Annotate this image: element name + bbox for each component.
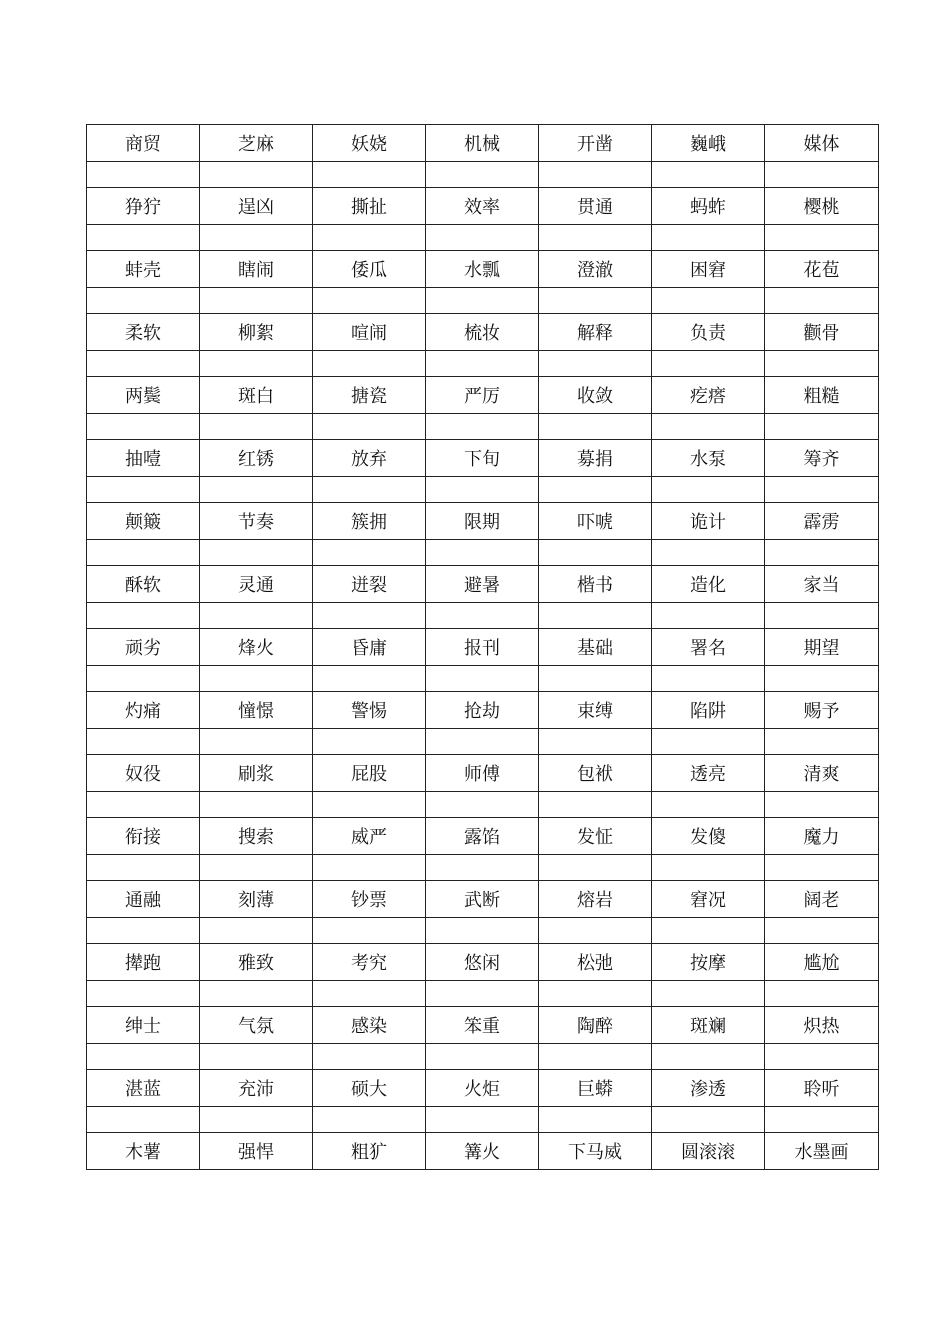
writing-cell[interactable] (426, 477, 539, 503)
writing-cell[interactable] (426, 918, 539, 944)
writing-cell[interactable] (87, 1044, 200, 1070)
writing-cell[interactable] (539, 414, 652, 440)
word-cell: 松弛 (539, 944, 652, 981)
word-cell: 下旬 (426, 440, 539, 477)
writing-cell[interactable] (765, 540, 879, 566)
writing-cell[interactable] (765, 792, 879, 818)
word-row (87, 566, 879, 603)
writing-cell[interactable] (87, 981, 200, 1007)
writing-cell[interactable] (539, 351, 652, 377)
writing-row (87, 855, 879, 881)
word-row (87, 1133, 879, 1170)
writing-cell[interactable] (426, 540, 539, 566)
word-cell: 衔接 (87, 818, 200, 855)
word-cell: 钞票 (313, 881, 426, 918)
word-cell: 妖娆 (313, 125, 426, 162)
writing-cell[interactable] (426, 288, 539, 314)
writing-cell[interactable] (652, 351, 765, 377)
writing-cell[interactable] (200, 1044, 313, 1070)
word-cell: 奴役 (87, 755, 200, 792)
word-cell: 水墨画 (765, 1133, 879, 1170)
word-cell: 节奏 (200, 503, 313, 540)
word-cell: 威严 (313, 818, 426, 855)
writing-cell[interactable] (539, 288, 652, 314)
writing-cell[interactable] (200, 603, 313, 629)
writing-cell[interactable] (200, 162, 313, 188)
writing-cell[interactable] (539, 1107, 652, 1133)
word-cell: 喧闹 (313, 314, 426, 351)
word-cell: 考究 (313, 944, 426, 981)
word-cell: 颠簸 (87, 503, 200, 540)
writing-cell[interactable] (539, 981, 652, 1007)
writing-cell[interactable] (313, 1107, 426, 1133)
word-cell: 绅士 (87, 1007, 200, 1044)
word-cell: 感染 (313, 1007, 426, 1044)
writing-cell[interactable] (765, 918, 879, 944)
word-cell: 水瓢 (426, 251, 539, 288)
writing-cell[interactable] (426, 414, 539, 440)
writing-cell[interactable] (765, 351, 879, 377)
writing-cell[interactable] (313, 540, 426, 566)
word-cell: 按摩 (652, 944, 765, 981)
writing-cell[interactable] (313, 288, 426, 314)
word-cell: 屁股 (313, 755, 426, 792)
writing-cell[interactable] (313, 981, 426, 1007)
word-cell: 期望 (765, 629, 879, 666)
writing-cell[interactable] (539, 918, 652, 944)
word-cell: 刻薄 (200, 881, 313, 918)
word-cell: 悠闲 (426, 944, 539, 981)
writing-cell[interactable] (539, 603, 652, 629)
writing-cell[interactable] (652, 981, 765, 1007)
writing-cell[interactable] (426, 855, 539, 881)
writing-cell[interactable] (87, 603, 200, 629)
word-cell: 贯通 (539, 188, 652, 225)
writing-row (87, 414, 879, 440)
word-cell: 梳妆 (426, 314, 539, 351)
word-cell: 造化 (652, 566, 765, 603)
word-cell: 芝麻 (200, 125, 313, 162)
writing-cell[interactable] (87, 1107, 200, 1133)
vocabulary-table (86, 124, 879, 1170)
word-cell: 露馅 (426, 818, 539, 855)
word-cell: 发傻 (652, 818, 765, 855)
word-cell: 聆听 (765, 1070, 879, 1107)
writing-cell[interactable] (426, 1107, 539, 1133)
writing-cell[interactable] (765, 981, 879, 1007)
writing-cell[interactable] (652, 288, 765, 314)
word-cell: 瞎闹 (200, 251, 313, 288)
word-cell: 募捐 (539, 440, 652, 477)
word-cell: 楷书 (539, 566, 652, 603)
word-cell: 避暑 (426, 566, 539, 603)
word-cell: 炽热 (765, 1007, 879, 1044)
writing-cell[interactable] (87, 477, 200, 503)
writing-cell[interactable] (652, 666, 765, 692)
writing-cell[interactable] (539, 225, 652, 251)
writing-cell[interactable] (313, 225, 426, 251)
writing-cell[interactable] (87, 855, 200, 881)
word-row (87, 125, 879, 162)
writing-cell[interactable] (765, 288, 879, 314)
word-row (87, 188, 879, 225)
word-row (87, 692, 879, 729)
word-row (87, 944, 879, 981)
writing-row (87, 540, 879, 566)
writing-cell[interactable] (87, 414, 200, 440)
writing-row (87, 162, 879, 188)
word-cell: 撵跑 (87, 944, 200, 981)
word-row (87, 755, 879, 792)
word-cell: 尴尬 (765, 944, 879, 981)
writing-cell[interactable] (200, 729, 313, 755)
writing-cell[interactable] (313, 918, 426, 944)
word-cell: 木薯 (87, 1133, 200, 1170)
word-cell: 署名 (652, 629, 765, 666)
word-cell: 警惕 (313, 692, 426, 729)
word-cell: 迸裂 (313, 566, 426, 603)
writing-cell[interactable] (87, 351, 200, 377)
word-cell: 圆滚滚 (652, 1133, 765, 1170)
writing-row (87, 1044, 879, 1070)
writing-row (87, 1107, 879, 1133)
writing-cell[interactable] (426, 225, 539, 251)
writing-cell[interactable] (313, 1044, 426, 1070)
writing-row (87, 477, 879, 503)
writing-cell[interactable] (426, 729, 539, 755)
writing-cell[interactable] (652, 1044, 765, 1070)
writing-cell[interactable] (539, 1044, 652, 1070)
writing-cell[interactable] (426, 162, 539, 188)
writing-cell[interactable] (313, 666, 426, 692)
word-cell: 烽火 (200, 629, 313, 666)
writing-cell[interactable] (652, 162, 765, 188)
word-cell: 搜索 (200, 818, 313, 855)
word-cell: 斑白 (200, 377, 313, 414)
word-cell: 严厉 (426, 377, 539, 414)
writing-cell[interactable] (87, 918, 200, 944)
writing-cell[interactable] (539, 666, 652, 692)
word-cell: 放弃 (313, 440, 426, 477)
word-cell: 两鬓 (87, 377, 200, 414)
word-cell: 武断 (426, 881, 539, 918)
writing-row (87, 666, 879, 692)
writing-cell[interactable] (200, 981, 313, 1007)
writing-cell[interactable] (652, 729, 765, 755)
writing-cell[interactable] (87, 792, 200, 818)
writing-row (87, 288, 879, 314)
word-cell: 巨蟒 (539, 1070, 652, 1107)
word-cell: 抢劫 (426, 692, 539, 729)
word-cell: 困窘 (652, 251, 765, 288)
writing-cell[interactable] (200, 288, 313, 314)
writing-row (87, 792, 879, 818)
word-row (87, 1070, 879, 1107)
word-cell: 柳絮 (200, 314, 313, 351)
word-cell: 诡计 (652, 503, 765, 540)
writing-cell[interactable] (87, 729, 200, 755)
writing-cell[interactable] (426, 666, 539, 692)
word-cell: 通融 (87, 881, 200, 918)
writing-cell[interactable] (652, 414, 765, 440)
word-cell: 魔力 (765, 818, 879, 855)
writing-row (87, 729, 879, 755)
word-cell: 柔软 (87, 314, 200, 351)
vocabulary-sheet (86, 124, 878, 1170)
word-cell: 粗犷 (313, 1133, 426, 1170)
word-cell: 顽劣 (87, 629, 200, 666)
word-cell: 湛蓝 (87, 1070, 200, 1107)
writing-cell[interactable] (652, 855, 765, 881)
word-cell: 蚂蚱 (652, 188, 765, 225)
word-cell: 抽噎 (87, 440, 200, 477)
writing-cell[interactable] (87, 540, 200, 566)
writing-cell[interactable] (652, 792, 765, 818)
word-cell: 昏庸 (313, 629, 426, 666)
word-row (87, 440, 879, 477)
writing-cell[interactable] (87, 162, 200, 188)
word-cell: 报刊 (426, 629, 539, 666)
word-cell: 机械 (426, 125, 539, 162)
writing-cell[interactable] (200, 1107, 313, 1133)
word-cell: 火炬 (426, 1070, 539, 1107)
word-cell: 透亮 (652, 755, 765, 792)
writing-cell[interactable] (539, 477, 652, 503)
word-cell: 狰狞 (87, 188, 200, 225)
writing-cell[interactable] (313, 162, 426, 188)
word-cell: 逞凶 (200, 188, 313, 225)
writing-row (87, 603, 879, 629)
writing-cell[interactable] (652, 540, 765, 566)
word-cell: 赐予 (765, 692, 879, 729)
writing-cell[interactable] (652, 918, 765, 944)
word-cell: 澄澈 (539, 251, 652, 288)
writing-cell[interactable] (652, 603, 765, 629)
writing-cell[interactable] (313, 477, 426, 503)
word-cell: 解释 (539, 314, 652, 351)
word-cell: 疙瘩 (652, 377, 765, 414)
writing-cell[interactable] (426, 351, 539, 377)
word-cell: 雅致 (200, 944, 313, 981)
writing-cell[interactable] (765, 1044, 879, 1070)
word-cell: 师傅 (426, 755, 539, 792)
writing-cell[interactable] (765, 666, 879, 692)
writing-cell[interactable] (426, 981, 539, 1007)
word-row (87, 818, 879, 855)
writing-cell[interactable] (313, 729, 426, 755)
writing-cell[interactable] (652, 225, 765, 251)
word-cell: 笨重 (426, 1007, 539, 1044)
word-cell: 酥软 (87, 566, 200, 603)
writing-cell[interactable] (539, 540, 652, 566)
word-cell: 刷浆 (200, 755, 313, 792)
writing-cell[interactable] (200, 918, 313, 944)
writing-cell[interactable] (200, 792, 313, 818)
word-cell: 负责 (652, 314, 765, 351)
word-cell: 渗透 (652, 1070, 765, 1107)
writing-cell[interactable] (313, 603, 426, 629)
writing-cell[interactable] (200, 351, 313, 377)
word-cell: 倭瓜 (313, 251, 426, 288)
word-cell: 吓唬 (539, 503, 652, 540)
word-cell: 篝火 (426, 1133, 539, 1170)
writing-cell[interactable] (87, 288, 200, 314)
word-cell: 效率 (426, 188, 539, 225)
writing-cell[interactable] (313, 855, 426, 881)
word-cell: 巍峨 (652, 125, 765, 162)
writing-cell[interactable] (426, 792, 539, 818)
word-cell: 水泵 (652, 440, 765, 477)
writing-cell[interactable] (539, 855, 652, 881)
word-cell: 霹雳 (765, 503, 879, 540)
word-cell: 商贸 (87, 125, 200, 162)
writing-row (87, 225, 879, 251)
writing-cell[interactable] (87, 666, 200, 692)
word-cell: 下马威 (539, 1133, 652, 1170)
word-cell: 簇拥 (313, 503, 426, 540)
writing-cell[interactable] (87, 225, 200, 251)
writing-cell[interactable] (539, 729, 652, 755)
word-cell: 充沛 (200, 1070, 313, 1107)
writing-cell[interactable] (765, 1107, 879, 1133)
word-row (87, 1007, 879, 1044)
writing-cell[interactable] (652, 1107, 765, 1133)
writing-cell[interactable] (200, 414, 313, 440)
writing-cell[interactable] (200, 855, 313, 881)
word-cell: 陶醉 (539, 1007, 652, 1044)
writing-cell[interactable] (426, 1044, 539, 1070)
word-cell: 束缚 (539, 692, 652, 729)
writing-cell[interactable] (313, 351, 426, 377)
word-cell: 樱桃 (765, 188, 879, 225)
word-cell: 开凿 (539, 125, 652, 162)
word-cell: 颧骨 (765, 314, 879, 351)
writing-row (87, 351, 879, 377)
writing-cell[interactable] (313, 414, 426, 440)
writing-cell[interactable] (765, 225, 879, 251)
word-cell: 粗糙 (765, 377, 879, 414)
word-cell: 窘况 (652, 881, 765, 918)
word-cell: 气氛 (200, 1007, 313, 1044)
word-cell: 灵通 (200, 566, 313, 603)
word-cell: 硕大 (313, 1070, 426, 1107)
writing-row (87, 918, 879, 944)
word-cell: 憧憬 (200, 692, 313, 729)
word-cell: 强悍 (200, 1133, 313, 1170)
writing-cell[interactable] (200, 540, 313, 566)
word-cell: 家当 (765, 566, 879, 603)
word-cell: 阔老 (765, 881, 879, 918)
word-cell: 花苞 (765, 251, 879, 288)
writing-row (87, 981, 879, 1007)
word-cell: 搪瓷 (313, 377, 426, 414)
word-row (87, 503, 879, 540)
word-cell: 发怔 (539, 818, 652, 855)
word-row (87, 629, 879, 666)
word-cell: 清爽 (765, 755, 879, 792)
writing-cell[interactable] (539, 792, 652, 818)
writing-cell[interactable] (765, 414, 879, 440)
writing-cell[interactable] (765, 855, 879, 881)
writing-cell[interactable] (313, 792, 426, 818)
word-cell: 筹齐 (765, 440, 879, 477)
word-cell: 基础 (539, 629, 652, 666)
word-row (87, 314, 879, 351)
writing-cell[interactable] (765, 729, 879, 755)
word-cell: 蚌壳 (87, 251, 200, 288)
word-cell: 斑斓 (652, 1007, 765, 1044)
writing-cell[interactable] (426, 603, 539, 629)
writing-cell[interactable] (765, 162, 879, 188)
writing-cell[interactable] (539, 162, 652, 188)
word-cell: 限期 (426, 503, 539, 540)
writing-cell[interactable] (765, 477, 879, 503)
word-row (87, 251, 879, 288)
word-cell: 收敛 (539, 377, 652, 414)
word-cell: 包袱 (539, 755, 652, 792)
word-row (87, 881, 879, 918)
word-cell: 陷阱 (652, 692, 765, 729)
writing-cell[interactable] (200, 666, 313, 692)
word-cell: 熔岩 (539, 881, 652, 918)
writing-cell[interactable] (200, 225, 313, 251)
word-cell: 媒体 (765, 125, 879, 162)
word-cell: 红锈 (200, 440, 313, 477)
writing-cell[interactable] (652, 477, 765, 503)
vocabulary-table-body (87, 125, 879, 1170)
word-row (87, 377, 879, 414)
writing-cell[interactable] (200, 477, 313, 503)
word-cell: 灼痛 (87, 692, 200, 729)
writing-cell[interactable] (765, 603, 879, 629)
word-cell: 撕扯 (313, 188, 426, 225)
